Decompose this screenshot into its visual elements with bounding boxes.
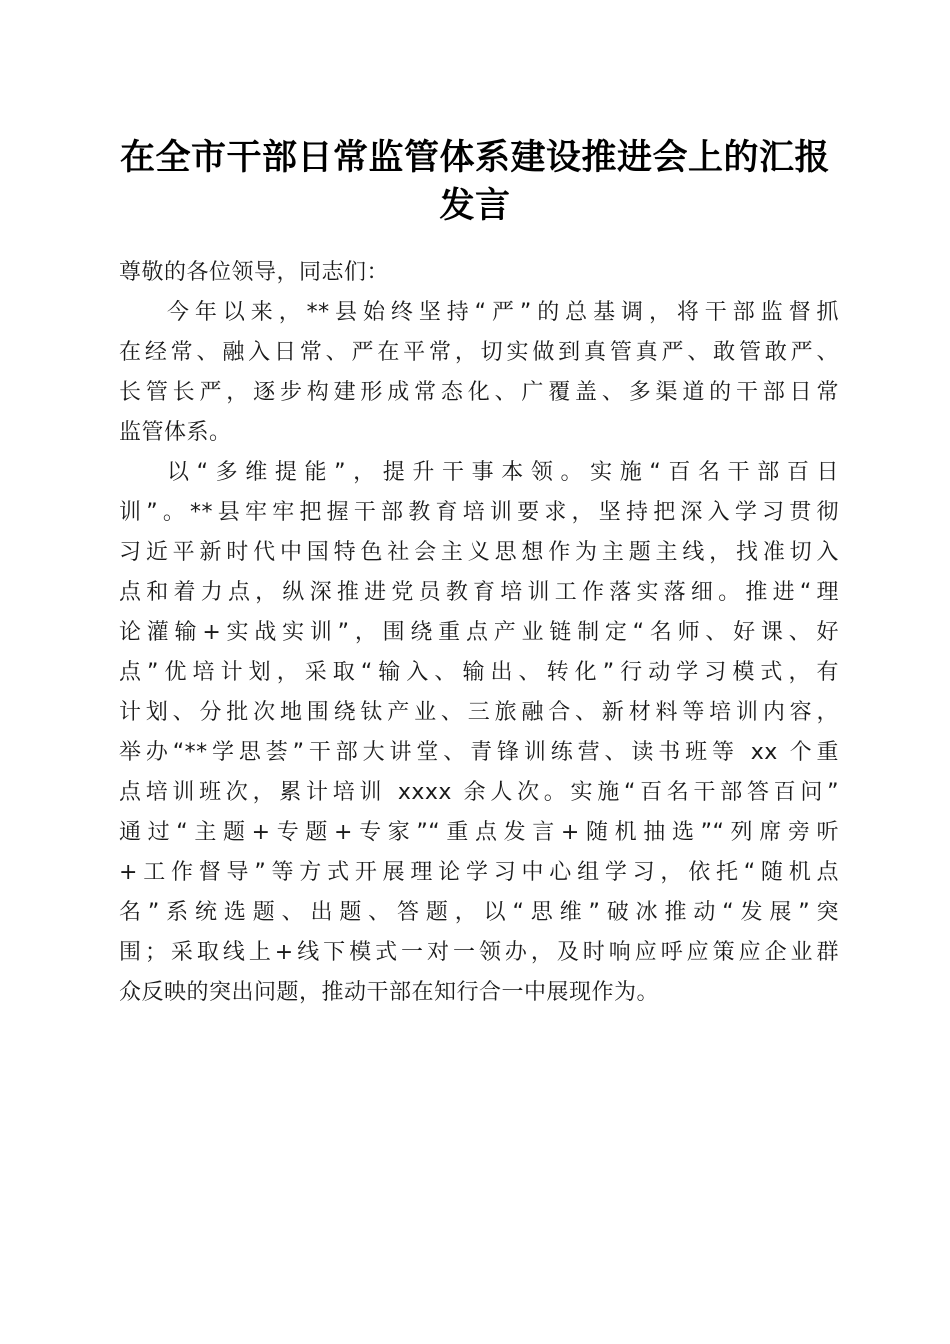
document-body [119,253,839,1013]
paragraph-line: 众反映的突出问题，推动干部在知行合一中展现作为。 [119,980,660,1005]
title-line: 在全市干部日常监管体系建设推进会上的汇报 [119,137,830,178]
paragraph-line: 训”。**县牢牢把握干部教育培训要求，坚持把深入学习贯彻 [119,500,839,525]
title-line: 发言 [439,185,511,226]
paragraph-line: 举办“**学思荟”干部大讲堂、青锋训练营、读书班等 xx 个重 [119,740,839,765]
paragraph-line: 习近平新时代中国特色社会主义思想作为主题主线，找准切入 [119,540,839,565]
paragraph-line: 以“多维提能”，提升干事本领。实施“百名干部百日 [167,460,839,485]
paragraph-line: 监管体系。 [119,420,232,445]
paragraph-line: 今年以来，**县始终坚持“严”的总基调，将干部监督抓 [167,300,839,325]
paragraph-1 [119,293,839,453]
paragraph-line: 围；采取线上+线下模式一对一领办，及时响应呼应策应企业群 [119,940,839,965]
paragraph-line: 名”系统选题、出题、答题，以“思维”破冰推动“发展”突 [119,900,839,925]
paragraph-line: 在经常、融入日常、严在平常，切实做到真管真严、敢管敢严、 [119,340,839,365]
paragraph-line: 点”优培计划，采取“输入、输出、转化”行动学习模式，有 [119,660,839,685]
paragraph-2 [119,453,839,1013]
paragraph-line: 计划、分批次地围绕钛产业、三旅融合、新材料等培训内容， [119,700,839,725]
paragraph-line: +工作督导”等方式开展理论学习中心组学习，依托“随机点 [119,860,839,885]
paragraph-line: 论灌输+实战实训”，围绕重点产业链制定“名师、好课、好 [119,620,839,645]
paragraph-line: 点培训班次，累计培训 xxxx 余人次。实施“百名干部答百问” [119,780,839,805]
salutation: 尊敬的各位领导，同志们： [119,260,390,285]
document-title [90,134,860,230]
paragraph-line: 通过“主题+专题+专家”“重点发言+随机抽选”“列席旁听 [119,820,839,845]
paragraph-line: 点和着力点，纵深推进党员教育培训工作落实落细。推进“理 [119,580,839,605]
paragraph-line: 长管长严，逐步构建形成常态化、广覆盖、多渠道的干部日常 [119,380,839,405]
